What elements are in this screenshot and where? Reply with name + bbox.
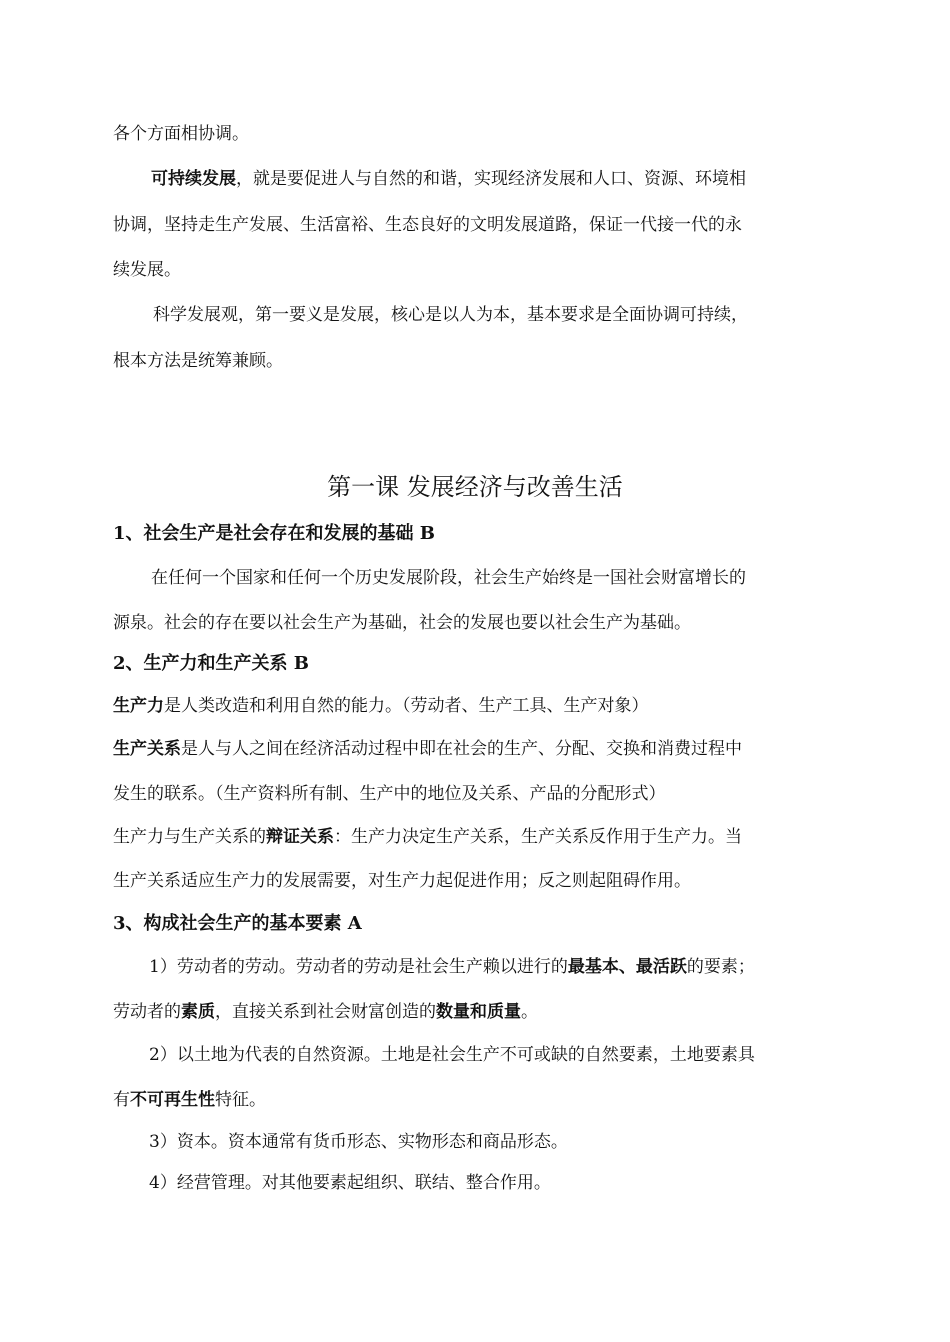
section-1-heading: 1、社会生产是社会存在和发展的基础 B (113, 523, 436, 544)
element-1-line-1: 1）劳动者的劳动。劳动者的劳动是社会生产赖以进行的最基本、最活跃的要素； (149, 957, 755, 977)
term-most-basic-active: 最基本、最活跃 (567, 957, 687, 977)
element-4: 4）经营管理。对其他要素起组织、联结、整合作用。 (149, 1173, 551, 1193)
element-2-line-1: 2）以土地为代表的自然资源。土地是社会生产不可或缺的自然要素，土地要素具 (149, 1045, 755, 1065)
term-sustainable-development: 可持续发展 (151, 169, 236, 189)
s1-paragraph-line-1: 在任何一个国家和任何一个历史发展阶段，社会生产始终是一国社会财富增长的 (151, 568, 746, 588)
section-2-heading: 2、生产力和生产关系 B (113, 653, 310, 674)
productivity-definition: 生产力是人类改造和利用自然的能力。（劳动者、生产工具、生产对象） (113, 696, 649, 716)
element-1-line-2: 劳动者的素质，直接关系到社会财富创造的数量和质量。 (113, 1002, 538, 1022)
term-quality: 素质 (181, 1002, 215, 1022)
dialectic-line-2: 生产关系适应生产力的发展需要，对生产力起促进作用；反之则起阻碍作用。 (113, 871, 691, 891)
science-paragraph-line-1: 科学发展观，第一要义是发展，核心是以人为本，基本要求是全面协调可持续， (153, 305, 748, 325)
science-paragraph-line-2: 根本方法是统筹兼顾。 (113, 351, 283, 371)
term-non-renewable: 不可再生性 (130, 1090, 215, 1110)
term-quantity-and-quality: 数量和质量 (436, 1002, 521, 1022)
sustain-paragraph-line-2: 协调，坚持走生产发展、生活富裕、生态良好的文明发展道路，保证一代接一代的永 (113, 215, 742, 235)
term-productivity: 生产力 (113, 696, 164, 716)
lesson-title: 第一课 发展经济与改善生活 (327, 473, 623, 501)
intro-line: 各个方面相协调。 (113, 124, 249, 144)
dialectic-line-1: 生产力与生产关系的辩证关系：生产力决定生产关系，生产关系反作用于生产力。当 (113, 827, 742, 847)
relations-definition-line-1: 生产关系是人与人之间在经济活动过程中即在社会的生产、分配、交换和消费过程中 (113, 739, 742, 759)
sustain-paragraph-line-3: 续发展。 (113, 260, 181, 280)
relations-definition-line-2: 发生的联系。（生产资料所有制、生产中的地位及关系、产品的分配形式） (113, 784, 666, 804)
sustain-paragraph-line-1: 可持续发展，就是要促进人与自然的和谐，实现经济发展和人口、资源、环境相 (151, 169, 746, 189)
s1-paragraph-line-2: 源泉。社会的存在要以社会生产为基础，社会的发展也要以社会生产为基础。 (113, 613, 691, 633)
element-2-line-2: 有不可再生性特征。 (113, 1090, 266, 1110)
term-dialectic-relation: 辩证关系 (266, 827, 334, 847)
element-3: 3）资本。资本通常有货币形态、实物形态和商品形态。 (149, 1132, 568, 1152)
term-production-relations: 生产关系 (113, 739, 181, 759)
section-3-heading: 3、构成社会生产的基本要素 A (113, 913, 362, 934)
